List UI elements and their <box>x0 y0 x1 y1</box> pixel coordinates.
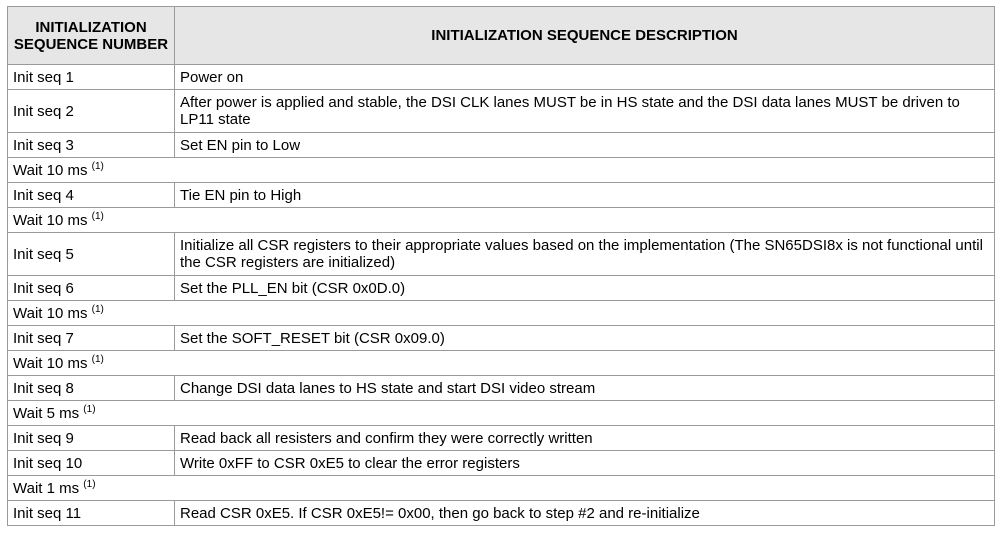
wait-label: Wait 10 ms <box>13 354 88 372</box>
wait-row <box>8 401 995 426</box>
footnote-marker: (1) <box>83 403 96 415</box>
sequence-description-cell: Change DSI data lanes to HS state and start DSI video stream <box>175 376 995 401</box>
table-row <box>8 90 995 133</box>
header-sequence-number: INITIALIZATION SEQUENCE NUMBER <box>8 7 175 65</box>
wait-label: Wait 5 ms <box>13 404 80 422</box>
footnote-marker: (1) <box>91 210 104 222</box>
wait-cell <box>8 401 995 426</box>
wait-cell <box>8 351 995 376</box>
wait-row <box>8 158 995 183</box>
table-row <box>8 183 995 208</box>
wait-label: Wait 10 ms <box>13 304 88 322</box>
init-sequence-table <box>7 6 995 526</box>
wait-cell <box>8 208 995 233</box>
table-row <box>8 276 995 301</box>
sequence-number-cell: Init seq 8 <box>8 376 175 401</box>
footnote-marker: (1) <box>91 160 104 172</box>
sequence-description-cell: After power is applied and stable, the DSI CLK lanes MUST be in HS state and the DSI data lanes MUST be driven to LP11 state <box>175 90 995 133</box>
sequence-number-cell: Init seq 6 <box>8 276 175 301</box>
wait-cell <box>8 158 995 183</box>
footnote-marker: (1) <box>83 478 96 490</box>
sequence-number-cell: Init seq 1 <box>8 65 175 90</box>
sequence-description-cell: Write 0xFF to CSR 0xE5 to clear the error registers <box>175 451 995 476</box>
wait-row <box>8 351 995 376</box>
table-row <box>8 133 995 158</box>
wait-label: Wait 1 ms <box>13 479 80 497</box>
table-row <box>8 426 995 451</box>
footnote-marker: (1) <box>91 353 104 365</box>
sequence-description-cell: Read CSR 0xE5. If CSR 0xE5!= 0x00, then go back to step #2 and re-initialize <box>175 501 995 526</box>
table-body <box>8 65 995 526</box>
table-row <box>8 501 995 526</box>
wait-label: Wait 10 ms <box>13 161 88 179</box>
sequence-number-cell: Init seq 5 <box>8 233 175 276</box>
sequence-description-cell: Initialize all CSR registers to their appropriate values based on the implementation (The SN65DSI8x is not functional until the CSR registers are initialized) <box>175 233 995 276</box>
table-row <box>8 326 995 351</box>
sequence-description-cell: Tie EN pin to High <box>175 183 995 208</box>
sequence-description-cell: Read back all resisters and confirm they were correctly written <box>175 426 995 451</box>
sequence-description-cell: Set the SOFT_RESET bit (CSR 0x09.0) <box>175 326 995 351</box>
header-sequence-description: INITIALIZATION SEQUENCE DESCRIPTION <box>175 7 995 65</box>
sequence-number-cell: Init seq 7 <box>8 326 175 351</box>
wait-cell <box>8 476 995 501</box>
table-row <box>8 376 995 401</box>
table-row <box>8 451 995 476</box>
sequence-number-cell: Init seq 3 <box>8 133 175 158</box>
wait-row <box>8 476 995 501</box>
table-header-row <box>8 7 995 65</box>
sequence-description-cell: Power on <box>175 65 995 90</box>
wait-label: Wait 10 ms <box>13 211 88 229</box>
wait-row <box>8 301 995 326</box>
wait-row <box>8 208 995 233</box>
sequence-description-cell: Set EN pin to Low <box>175 133 995 158</box>
table-row <box>8 65 995 90</box>
sequence-number-cell: Init seq 2 <box>8 90 175 133</box>
sequence-number-cell: Init seq 4 <box>8 183 175 208</box>
wait-cell <box>8 301 995 326</box>
sequence-number-cell: Init seq 10 <box>8 451 175 476</box>
table-row <box>8 233 995 276</box>
sequence-number-cell: Init seq 11 <box>8 501 175 526</box>
sequence-number-cell: Init seq 9 <box>8 426 175 451</box>
sequence-description-cell: Set the PLL_EN bit (CSR 0x0D.0) <box>175 276 995 301</box>
footnote-marker: (1) <box>91 303 104 315</box>
